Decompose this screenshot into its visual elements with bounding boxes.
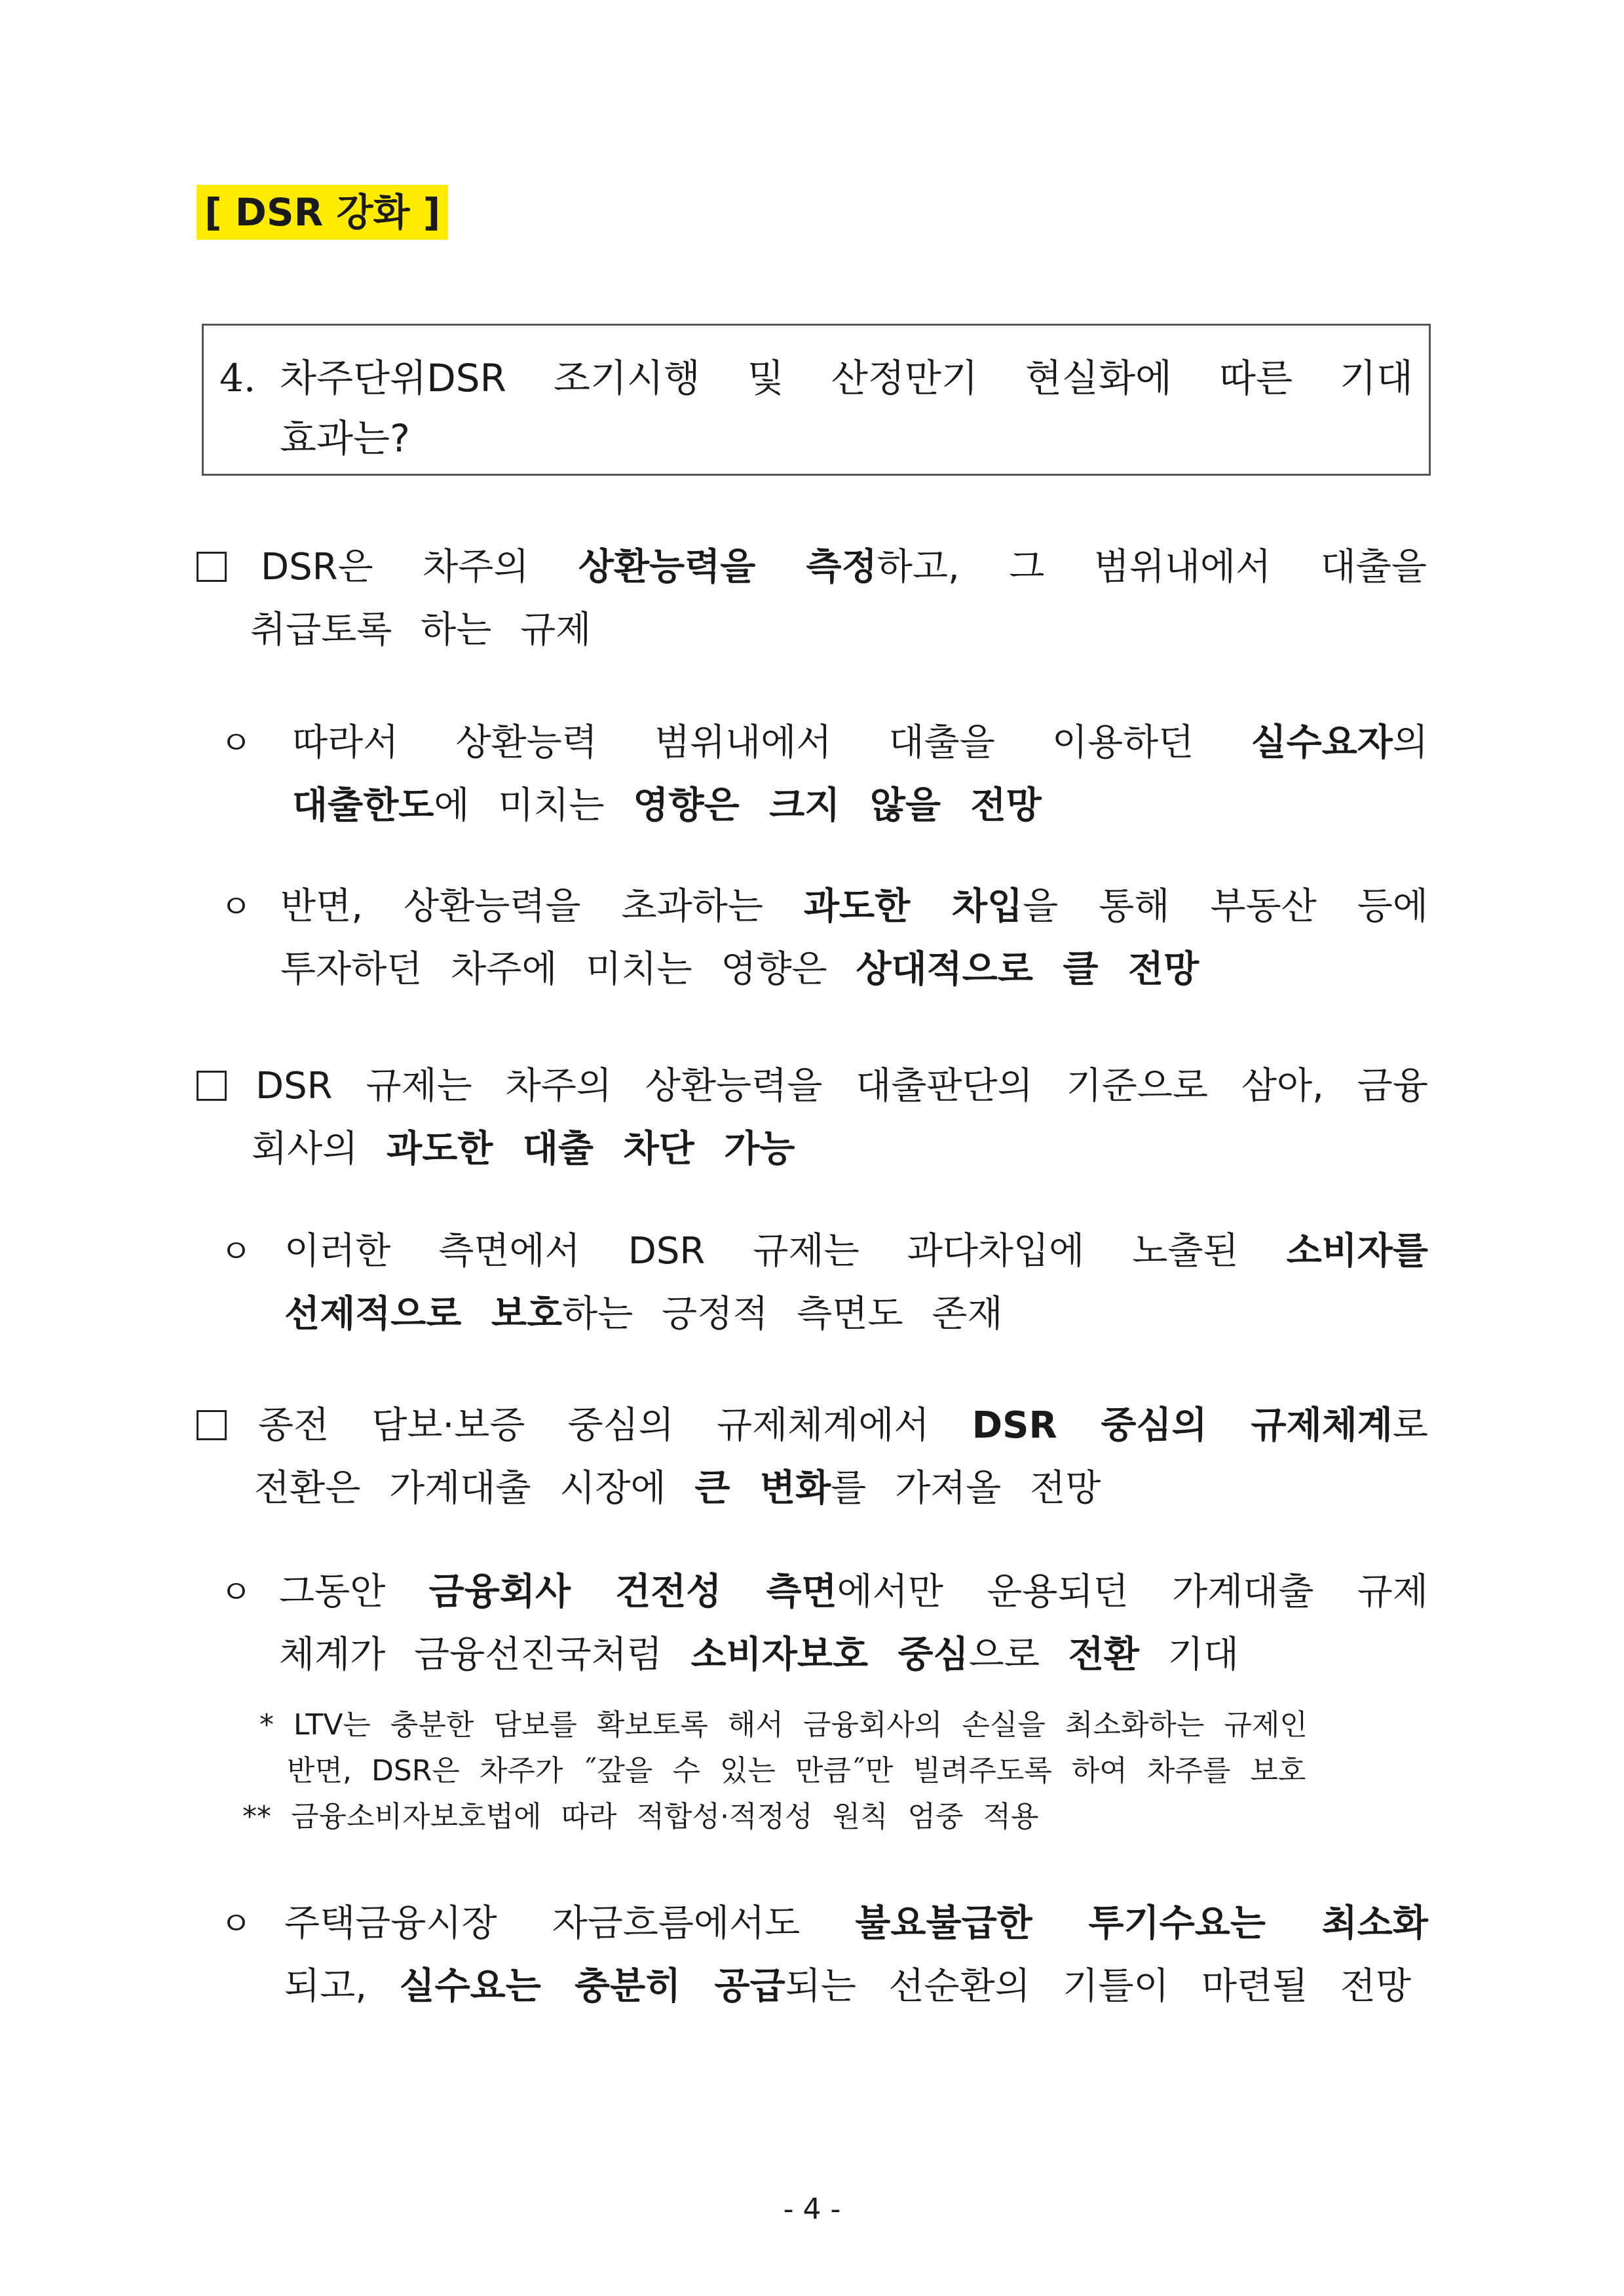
footnote-1 <box>259 1702 1428 1794</box>
circle-bullet-icon: ㅇ <box>220 1573 252 1611</box>
sub-bullet-3-1-line-2: 체계가 금융선진국처럼 소비자보호 중심으로 전환 기대 <box>279 1634 1239 1676</box>
question-box <box>202 324 1431 476</box>
sub-bullet-3-1-line-1: 그동안 금융회사 건전성 측면에서만 운용되던 가계대출 규제 <box>279 1571 1429 1613</box>
circle-bullet-icon: ㅇ <box>220 724 252 762</box>
circle-bullet-icon: ㅇ <box>220 1233 252 1271</box>
bullet-3-line-2: 전환은 가계대출 시장에 큰 변화를 가져올 전망 <box>254 1467 1101 1510</box>
circle-bullet-icon: ㅇ <box>220 1905 252 1943</box>
bullet-2-line-2: 회사의 과도한 대출 차단 가능 <box>252 1128 795 1170</box>
sub-bullet-2-1-line-2: 선제적으로 보호하는 긍정적 측면도 존재 <box>284 1293 1003 1335</box>
sub-bullet-3-2-line-2: 되고, 실수요는 충분히 공급되는 선순환의 기틀이 마련될 전망 <box>284 1965 1411 2008</box>
checkbox-square-icon <box>197 552 227 582</box>
question-text <box>280 348 1413 469</box>
footnote-1-line-2: 반면, DSR은 차주가 ˝갚을 수 있는 만큼˝만 빌려주도록 하여 차주를 보호 <box>287 1754 1306 1788</box>
checkbox-square-icon <box>197 1410 227 1440</box>
sub-bullet-1-2-line-1: 반면, 상환능력을 초과하는 과도한 차입을 통해 부동산 등에 <box>280 885 1428 928</box>
page-number: - 4 - <box>783 2192 841 2226</box>
bullet-3-line-1: 종전 담보·보증 중심의 규제체계에서 DSR 중심의 규제체계로 <box>258 1404 1428 1447</box>
sub-bullet-3-2-line-1: 주택금융시장 자금흐름에서도 불요불급한 투기수요는 최소화 <box>284 1902 1428 1945</box>
question-line-1: 차주단위DSR 조기시행 및 산정만기 현실화에 따른 기대 <box>280 356 1413 400</box>
bullet-1-line-2: 취급토록 하는 규제 <box>250 609 592 651</box>
question-number: 4. <box>219 356 256 400</box>
footnote-2-line-1: ** 금융소비자보호법에 따라 적합성·적정성 원칙 엄중 적용 <box>242 1800 1039 1833</box>
checkbox-square-icon <box>197 1071 227 1101</box>
sub-bullet-2-1-line-1: 이러한 측면에서 DSR 규제는 과다차입에 노출된 소비자를 <box>284 1230 1428 1272</box>
footnote-1-line-1: * LTV는 충분한 담보를 확보토록 해서 금융회사의 손실을 최소화하는 규제인 <box>259 1708 1308 1742</box>
footnote-2 <box>242 1794 1422 1840</box>
question-line-2: 효과는? <box>280 416 410 461</box>
bullet-2-line-1: DSR 규제는 차주의 상환능력을 대출판단의 기준으로 삼아, 금융 <box>255 1065 1428 1107</box>
section-tag: [ DSR 강화 ] <box>197 185 448 240</box>
sub-bullet-1-2-line-2: 투자하던 차주에 미치는 영향은 상대적으로 클 전망 <box>280 948 1199 991</box>
sub-bullet-1-1-line-1: 따라서 상환능력 범위내에서 대출을 이용하던 실수요자의 <box>292 721 1428 764</box>
sub-bullet-1-1-line-2: 대출한도에 미치는 영향은 크지 않을 전망 <box>292 784 1042 827</box>
circle-bullet-icon: ㅇ <box>220 888 252 926</box>
bullet-1-line-1: DSR은 차주의 상환능력을 측정하고, 그 범위내에서 대출을 <box>261 546 1427 588</box>
